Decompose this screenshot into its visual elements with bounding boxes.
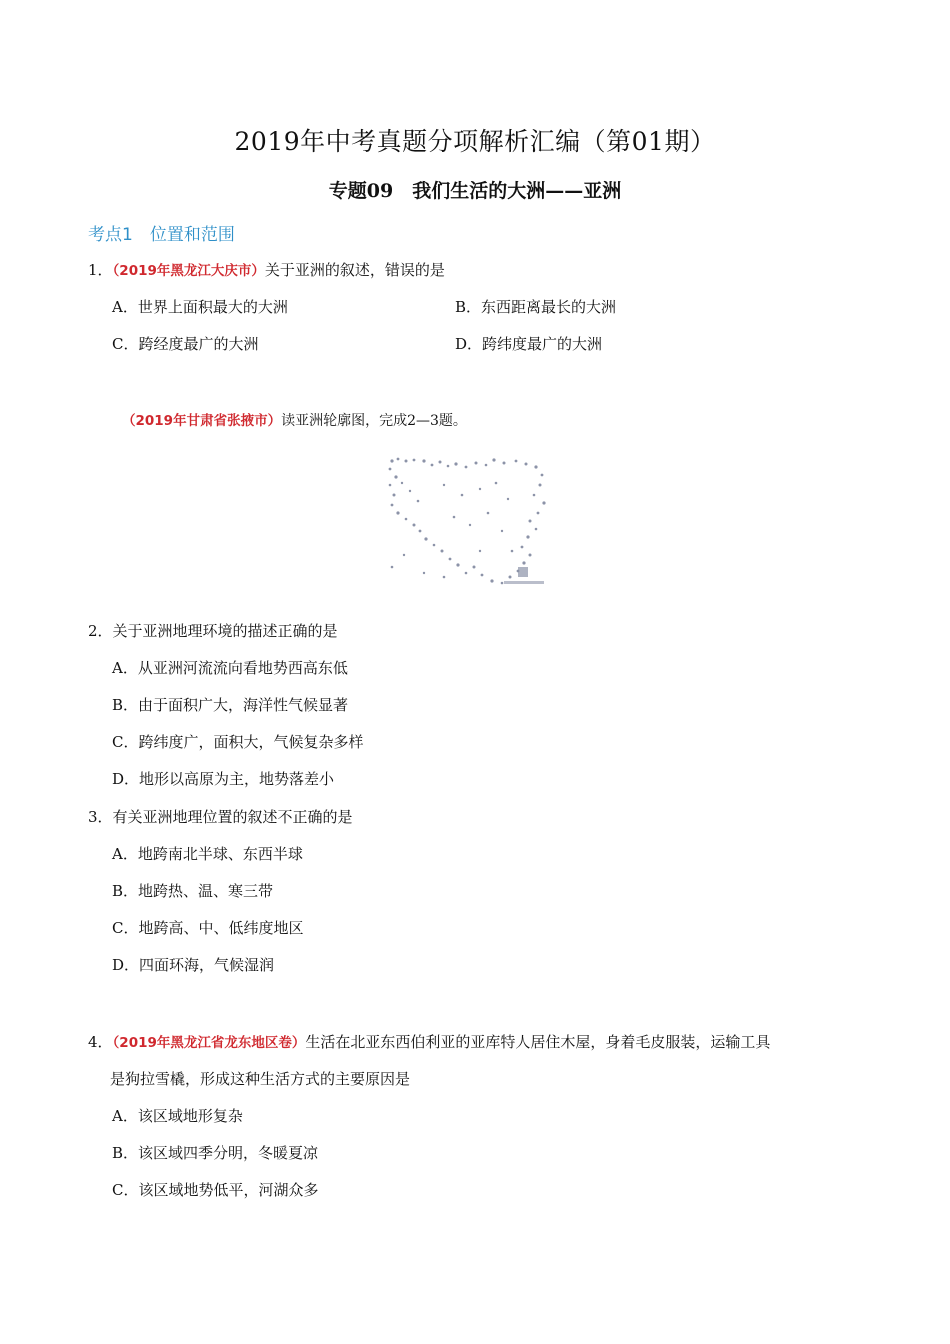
q1-option-b: B．东西距离最长的大洲 (455, 298, 617, 316)
q1-option-d: D．跨纬度最广的大洲 (455, 335, 603, 353)
q1-option-a: A．世界上面积最大的大洲 (112, 298, 288, 316)
question-source: （2019年黑龙江省龙东地区卷） (112, 1035, 306, 1051)
group-text: 读亚洲轮廓图，完成2—3题。 (281, 413, 467, 429)
question-1-stem (88, 259, 445, 280)
q2-option-d: D．地形以高原为主，地势落差小 (112, 770, 335, 788)
topic-subtitle: 专题09 我们生活的大洲——亚洲 (328, 180, 622, 202)
asia-outline-map (384, 455, 548, 591)
question-3-stem: 3．有关亚洲地理位置的叙述不正确的是 (88, 808, 353, 826)
q4-option-a: A．该区域地形复杂 (112, 1107, 243, 1125)
question-number: 1． (88, 261, 113, 279)
q3-option-d: D．四面环海，气候湿润 (112, 956, 275, 974)
question-2-stem: 2．关于亚洲地理环境的描述正确的是 (88, 622, 338, 640)
question-4-stem (88, 1031, 770, 1052)
q3-option-a: A．地跨南北半球、东西半球 (112, 845, 303, 863)
group-intro (122, 409, 467, 430)
q2-option-a: A．从亚洲河流流向看地势西高东低 (112, 659, 348, 677)
q2-option-c: C．跨纬度广，面积大，气候复杂多样 (112, 733, 364, 751)
q1-option-c: C．跨经度最广的大洲 (112, 335, 259, 353)
question-text: 关于亚洲的叙述，错误的是 (264, 261, 445, 279)
question-number: 4． (88, 1033, 113, 1051)
group-source: （2019年甘肃省张掖市） (122, 413, 282, 429)
question-text: 生活在北亚东西伯利亚的亚库特人居住木屋，身着毛皮服装，运输工具 (305, 1033, 771, 1051)
q3-option-c: C．地跨高、中、低纬度地区 (112, 919, 304, 937)
q4-option-b: B．该区域四季分明，冬暖夏凉 (112, 1144, 319, 1162)
question-4-stem-continued: 是狗拉雪橇，形成这种生活方式的主要原因是 (110, 1070, 411, 1088)
page-title: 2019年中考真题分项解析汇编（第01期） (234, 127, 716, 156)
q2-option-b: B．由于面积广大，海洋性气候显著 (112, 696, 349, 714)
section-heading: 考点1 位置和范围 (88, 225, 235, 245)
question-source: （2019年黑龙江大庆市） (112, 263, 265, 279)
q3-option-b: B．地跨热、温、寒三带 (112, 882, 274, 900)
q4-option-c: C．该区域地势低平，河湖众多 (112, 1181, 319, 1199)
